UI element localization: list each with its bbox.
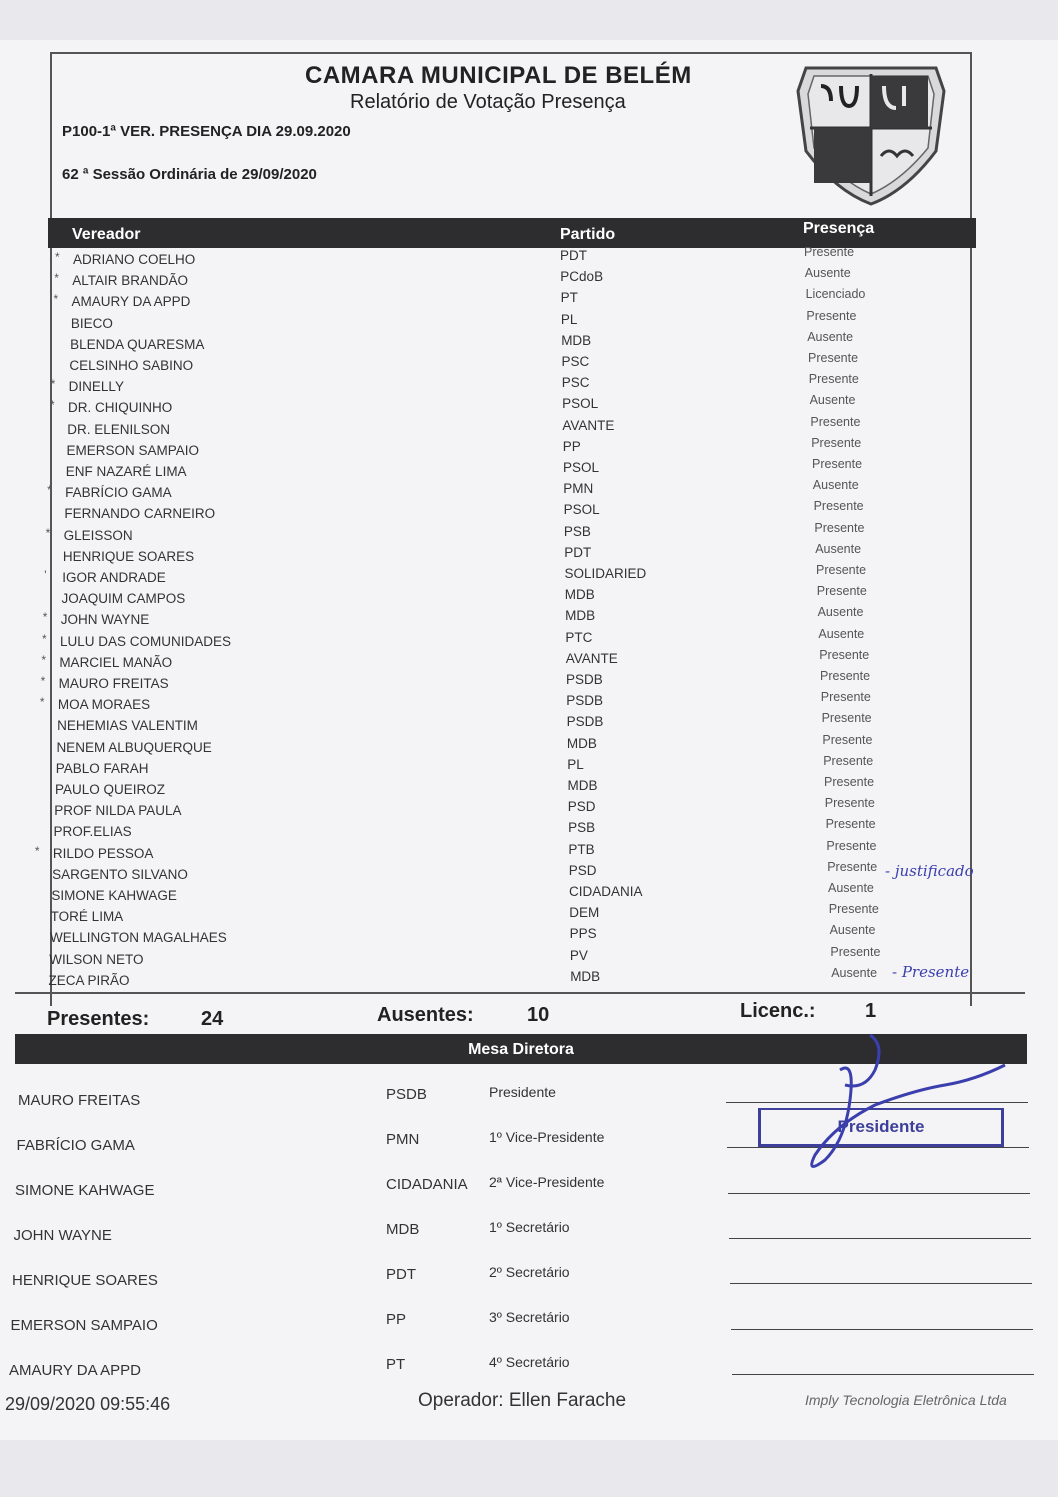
vereador-name: MARCIEL MANÃO (59, 654, 173, 670)
column-header-partido: Partido (560, 226, 616, 243)
vereador-name: PAULO QUEIROZ (55, 782, 166, 797)
vereador-presence: Ausente (818, 626, 865, 641)
mesa-member-name: HENRIQUE SOARES (12, 1272, 158, 1289)
row-marker: * (49, 398, 55, 413)
mesa-member-party: PP (386, 1311, 407, 1328)
vereador-name: WILSON NETO (49, 951, 144, 967)
vereador-party: PDT (560, 248, 587, 263)
licenc-value: 1 (865, 1000, 877, 1022)
mesa-member-name: SIMONE KAHWAGE (15, 1182, 155, 1199)
mesa-member-party: PT (386, 1356, 406, 1373)
mesa-member-party: PSDB (386, 1086, 427, 1103)
ausentes-label: Ausentes: (377, 1004, 474, 1026)
vereador-name: BIECO (70, 315, 113, 331)
vereador-presence: Ausente (804, 266, 851, 281)
vote-reference: P100-1ª VER. PRESENÇA DIA 29.09.2020 (62, 123, 351, 140)
signature-line (729, 1238, 1031, 1239)
operator-label: Operador: Ellen Farache (418, 1390, 627, 1411)
vereador-name: EMERSON SAMPAIO (66, 442, 200, 458)
vereador-name: NEHEMIAS VALENTIM (57, 718, 198, 734)
vereador-party: MDB (570, 968, 601, 984)
vereador-party: PP (562, 438, 581, 454)
vereador-party: PDT (564, 544, 592, 560)
vereador-name: PROF.ELIAS (53, 824, 132, 840)
row-marker: * (45, 525, 51, 540)
vereador-presence: Presente (811, 435, 862, 450)
vereador-presence: Presente (825, 817, 876, 832)
vereador-party: PTB (568, 841, 595, 857)
mesa-member-role: Presidente (489, 1084, 556, 1100)
vereador-party: PSC (561, 354, 590, 369)
vereador-name: GLEISSON (63, 527, 133, 543)
vereador-name: ZECA PIRÃO (48, 972, 130, 988)
vereador-presence: Ausente (817, 605, 864, 620)
vereador-name: NENEM ALBUQUERQUE (56, 739, 212, 755)
presentes-value: 24 (201, 1008, 224, 1030)
vereador-presence: Presente (808, 372, 859, 387)
vereador-presence: Ausente (807, 329, 854, 344)
vereador-presence: Presente (824, 775, 875, 789)
vereador-party: PPS (569, 926, 597, 942)
vereador-presence: Presente (819, 647, 870, 662)
vereador-presence: Presente (804, 245, 855, 259)
handwritten-signature (800, 1030, 1040, 1170)
presidente-stamp: Presidente (758, 1108, 1004, 1147)
vereador-party: CIDADANIA (569, 884, 643, 899)
mesa-member-role: 2ª Vice-Presidente (489, 1174, 605, 1190)
signature-line (730, 1283, 1032, 1284)
vereador-presence: Presente (806, 308, 857, 323)
vereador-name: PABLO FARAH (55, 760, 149, 776)
vereador-name: WELLINGTON MAGALHAES (49, 930, 227, 946)
mesa-diretora-title: Mesa Diretora (468, 1041, 574, 1058)
vereador-name: SARGENTO SILVANO (52, 866, 188, 882)
city-coat-of-arms-icon (796, 56, 946, 206)
signature-line (731, 1329, 1033, 1330)
vereador-presence: Presente (821, 711, 872, 726)
vereador-party: SOLIDARIED (564, 566, 647, 581)
row-marker: * (41, 652, 46, 667)
row-marker: * (40, 674, 46, 688)
vereador-party: MDB (566, 735, 597, 751)
vereador-presence: Presente (813, 499, 864, 514)
vereador-party: PTC (565, 629, 593, 645)
row-marker: * (50, 377, 56, 392)
mesa-member-party: CIDADANIA (386, 1176, 468, 1193)
row-marker: * (42, 610, 48, 625)
vereador-name: JOAQUIM CAMPOS (61, 591, 186, 607)
vereador-presence: Ausente (831, 965, 878, 980)
vereador-presence: Licenciado (805, 287, 866, 302)
vereador-presence: Presente (816, 563, 867, 577)
mesa-member-party: PMN (386, 1131, 420, 1148)
vereador-presence: Presente (808, 351, 859, 365)
vereador-presence: Ausente (809, 393, 856, 408)
vereador-name: IGOR ANDRADE (62, 570, 166, 585)
session-label: 62 ª Sessão Ordinária de 29/09/2020 (62, 166, 317, 183)
vereador-party: MDB (564, 587, 595, 603)
mesa-member-name: FABRÍCIO GAMA (16, 1137, 135, 1154)
vereador-party: PT (560, 290, 578, 306)
vereador-presence: Ausente (815, 541, 862, 556)
row-marker: * (47, 483, 52, 498)
vereador-name: RILDO PESSOA (52, 845, 154, 861)
licenc-label: Licenc.: (740, 1000, 816, 1022)
vereador-name: MOA MORAES (57, 697, 151, 713)
vereador-party: PSOL (563, 502, 600, 518)
mesa-member-party: PDT (386, 1266, 416, 1283)
vereador-presence: Presente (820, 690, 871, 705)
mesa-member-role: 2º Secretário (489, 1264, 570, 1280)
mesa-member-role: 1º Vice-Presidente (489, 1129, 605, 1145)
vereador-name: ALTAIR BRANDÃO (72, 273, 189, 289)
vereador-name: SIMONE KAHWAGE (51, 888, 177, 903)
vereador-party: MDB (565, 608, 596, 624)
mesa-member-party: MDB (386, 1221, 420, 1238)
mesa-member-name: EMERSON SAMPAIO (10, 1317, 158, 1334)
signature-line (732, 1374, 1034, 1375)
vereador-party: PSC (561, 375, 590, 391)
vereador-presence: Presente (830, 944, 881, 959)
handwritten-presente: - Presente (892, 963, 970, 981)
vereador-presence: Presente (812, 457, 863, 471)
vereador-name: FABRÍCIO GAMA (65, 485, 172, 501)
vereador-presence: Presente (814, 520, 865, 535)
mesa-member-name: JOHN WAYNE (13, 1227, 112, 1244)
vereador-party: MDB (567, 778, 598, 793)
vereador-party: PSOL (562, 396, 599, 412)
row-marker: * (42, 631, 47, 646)
row-marker: * (55, 250, 60, 264)
vereador-party: PSD (567, 799, 596, 815)
column-header-presenca: Presença (803, 220, 875, 237)
vereador-name: ADRIANO COELHO (73, 252, 196, 267)
vereador-name: LULU DAS COMUNIDADES (60, 633, 232, 649)
report-title: CAMARA MUNICIPAL DE BELÉM (305, 62, 692, 89)
vereador-presence: Presente (826, 838, 877, 853)
mesa-member-role: 3º Secretário (489, 1309, 570, 1325)
vereador-name: DR. CHIQUINHO (67, 400, 173, 416)
vereador-name: FERNANDO CARNEIRO (64, 506, 216, 522)
vereador-party: PV (569, 947, 588, 963)
vereador-name: MAURO FREITAS (58, 676, 169, 691)
row-marker: * (34, 843, 40, 858)
vereador-name: PROF NILDA PAULA (54, 803, 182, 819)
mesa-member-role: 1º Secretário (489, 1219, 570, 1235)
vereador-presence: Ausente (828, 881, 874, 895)
vereador-presence: Presente (824, 796, 875, 811)
company-label: Imply Tecnologia Eletrônica Ltda (805, 1392, 1007, 1408)
vereador-presence: Presente (828, 902, 879, 917)
signature-line (728, 1193, 1030, 1194)
vereador-presence: Presente (816, 584, 867, 599)
vereador-name: AMAURY DA APPD (71, 294, 191, 310)
vereador-name: DINELLY (68, 379, 124, 395)
mesa-member-role: 4º Secretário (489, 1354, 570, 1370)
vereador-party: PSOL (563, 460, 600, 475)
row-marker: ' (44, 568, 47, 582)
vereador-presence: Ausente (812, 478, 859, 493)
report-subtitle: Relatório de Votação Presença (350, 91, 626, 113)
vereador-presence: Ausente (829, 923, 876, 938)
vereador-party: PSD (568, 862, 597, 878)
presentes-label: Presentes: (47, 1008, 150, 1030)
vereador-name: CELSINHO SABINO (69, 358, 194, 373)
row-marker: * (39, 695, 45, 710)
vereador-name: ENF NAZARÉ LIMA (65, 464, 187, 479)
vereador-party: PL (567, 756, 584, 772)
vereador-name: BLENDA QUARESMA (70, 336, 205, 352)
vereador-presence: Presente (820, 669, 871, 683)
handwritten-justificado: - justificado (885, 862, 974, 880)
vereador-name: HENRIQUE SOARES (62, 548, 195, 564)
vereador-party: PSDB (566, 714, 604, 730)
vereador-presence: Presente (823, 753, 874, 768)
vereador-party: PSB (563, 523, 591, 539)
vereador-presence: Presente (827, 859, 878, 874)
column-header-vereador: Vereador (72, 226, 141, 243)
vereador-party: PSDB (566, 672, 603, 687)
vereador-presence: Presente (822, 732, 873, 747)
vereador-party: PSDB (566, 693, 604, 709)
vereador-presence: Presente (810, 414, 861, 429)
mesa-member-name: AMAURY DA APPD (9, 1362, 141, 1379)
ausentes-value: 10 (527, 1004, 550, 1026)
vereador-party: AVANTE (562, 417, 615, 433)
vereador-party: AVANTE (565, 650, 618, 666)
vereador-party: PCdoB (560, 269, 604, 285)
mesa-member-name: MAURO FREITAS (18, 1092, 141, 1109)
vereador-party: DEM (569, 905, 600, 921)
vereador-party: PMN (563, 481, 594, 497)
row-marker: * (53, 292, 59, 307)
vereador-name: TORÉ LIMA (50, 909, 124, 925)
vereador-name: JOHN WAYNE (60, 612, 150, 628)
vereador-name: DR. ELENILSON (67, 421, 171, 437)
vereador-party: MDB (561, 332, 592, 348)
vereador-party: PSB (568, 820, 596, 836)
row-marker: * (54, 271, 59, 286)
attendance-table-header (48, 218, 976, 248)
print-datetime: 29/09/2020 09:55:46 (5, 1394, 171, 1414)
vereador-party: PL (560, 311, 578, 327)
